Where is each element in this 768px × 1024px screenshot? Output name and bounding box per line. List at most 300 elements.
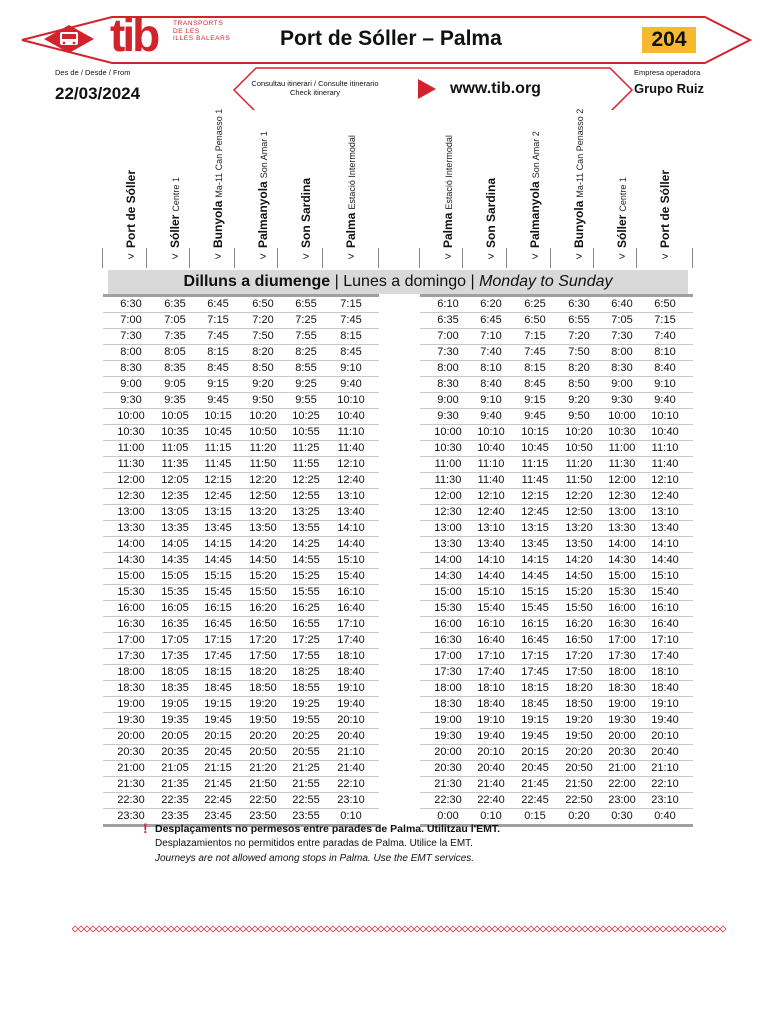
- departure-time: 15:30: [117, 586, 145, 598]
- departure-time: 17:20: [249, 634, 277, 646]
- departure-time: 10:55: [292, 426, 320, 438]
- stop-name: Port de Sóller: [658, 169, 672, 248]
- departure-time: 8:40: [480, 378, 502, 390]
- departure-time: 13:00: [434, 522, 462, 534]
- departure-time: 6:45: [207, 298, 229, 310]
- departure-time: 8:30: [120, 362, 142, 374]
- departure-time: 16:45: [204, 618, 232, 630]
- stop-label: [484, 178, 498, 248]
- departure-time: 16:45: [521, 634, 549, 646]
- departure-time: 9:10: [480, 394, 502, 406]
- departure-time: 19:50: [249, 714, 277, 726]
- departure-time: 16:50: [249, 618, 277, 630]
- operator-label: Empresa operadora: [634, 68, 701, 77]
- departure-time: 11:35: [161, 458, 189, 470]
- departure-time: 13:00: [608, 506, 636, 518]
- departure-time: 18:00: [117, 666, 145, 678]
- departure-time: 22:35: [161, 794, 189, 806]
- departure-time: 16:10: [337, 586, 365, 598]
- departure-time: 7:50: [568, 346, 590, 358]
- departure-time: 18:55: [292, 682, 320, 694]
- stop-divider: [462, 248, 463, 268]
- stop-header: [344, 120, 384, 248]
- departure-time: 14:50: [565, 570, 593, 582]
- departure-time: 11:40: [477, 474, 505, 486]
- departure-time: 9:05: [164, 378, 186, 390]
- departure-time: 19:00: [434, 714, 462, 726]
- departure-time: 15:50: [565, 602, 593, 614]
- departure-time: 8:10: [480, 362, 502, 374]
- stop-divider: [550, 248, 551, 268]
- departure-time: 8:50: [252, 362, 274, 374]
- departure-time: 16:50: [565, 634, 593, 646]
- stop-divider: [322, 248, 323, 268]
- stop-header: [168, 120, 208, 248]
- stop-header: [256, 120, 296, 248]
- departure-time: 13:10: [651, 506, 679, 518]
- departure-time: 15:20: [565, 586, 593, 598]
- departure-time: 19:30: [117, 714, 145, 726]
- departure-time: 10:30: [434, 442, 462, 454]
- departure-time: 19:15: [204, 698, 232, 710]
- stop-header: [124, 120, 164, 248]
- departure-time: 11:45: [521, 474, 549, 486]
- departure-time: 15:45: [204, 586, 232, 598]
- departure-time: 7:25: [295, 314, 317, 326]
- departure-time: 20:40: [651, 746, 679, 758]
- departure-time: 18:00: [608, 666, 636, 678]
- departure-time: 9:40: [340, 378, 362, 390]
- departure-time: 18:30: [434, 698, 462, 710]
- departure-time: 21:25: [292, 762, 320, 774]
- departure-time: 10:10: [477, 426, 505, 438]
- departure-time: 18:05: [161, 666, 189, 678]
- departure-time: 16:40: [337, 602, 365, 614]
- departure-time: 21:30: [117, 778, 145, 790]
- departure-time: 9:00: [437, 394, 459, 406]
- departure-time: 19:35: [161, 714, 189, 726]
- departure-time: 14:10: [651, 538, 679, 550]
- departure-time: 14:55: [292, 554, 320, 566]
- departure-time: 22:10: [337, 778, 365, 790]
- departure-time: 17:40: [337, 634, 365, 646]
- departure-time: 16:20: [565, 618, 593, 630]
- departure-time: 23:10: [651, 794, 679, 806]
- departure-time: 13:20: [565, 522, 593, 534]
- departure-time: 20:15: [521, 746, 549, 758]
- stop-name: Son Sardina: [299, 177, 313, 248]
- departure-time: 17:50: [249, 650, 277, 662]
- departure-time: 17:15: [521, 650, 549, 662]
- departure-time: 17:55: [292, 650, 320, 662]
- departure-time: 15:05: [161, 570, 189, 582]
- departure-time: 12:30: [117, 490, 145, 502]
- departure-time: 12:00: [117, 474, 145, 486]
- departure-time: 19:20: [249, 698, 277, 710]
- departure-time: 17:45: [204, 650, 232, 662]
- stop-divider: [692, 248, 693, 268]
- footer-pattern: [72, 924, 727, 934]
- departure-time: 6:35: [164, 298, 186, 310]
- departure-time: 8:05: [164, 346, 186, 358]
- departure-time: 11:10: [477, 458, 505, 470]
- departure-time: 20:50: [249, 746, 277, 758]
- departure-time: 12:45: [204, 490, 232, 502]
- departure-time: 12:50: [565, 506, 593, 518]
- departure-time: 7:15: [340, 298, 362, 310]
- departure-time: 8:30: [611, 362, 633, 374]
- departure-time: 21:45: [521, 778, 549, 790]
- stop-divider: [593, 248, 594, 268]
- departure-time: 15:00: [117, 570, 145, 582]
- departure-time: 20:00: [608, 730, 636, 742]
- departure-time: 8:40: [654, 362, 676, 374]
- departure-time: 6:40: [611, 298, 633, 310]
- departure-time: 23:45: [204, 810, 232, 822]
- stop-subtitle: Estació Intermodal: [444, 135, 454, 210]
- departure-time: 9:50: [568, 410, 590, 422]
- departure-time: 16:05: [161, 602, 189, 614]
- departure-time: 9:10: [654, 378, 676, 390]
- departure-time: 7:30: [437, 346, 459, 358]
- departure-time: 11:55: [292, 458, 320, 470]
- departure-time: 14:15: [204, 538, 232, 550]
- departure-time: 18:30: [117, 682, 145, 694]
- departure-time: 17:00: [117, 634, 145, 646]
- departure-time: 15:30: [434, 602, 462, 614]
- departure-time: 10:10: [651, 410, 679, 422]
- departure-time: 14:20: [565, 554, 593, 566]
- stop-divider: [189, 248, 190, 268]
- stop-name: Port de Sóller: [124, 169, 138, 248]
- departure-time: 14:45: [521, 570, 549, 582]
- departure-time: 13:15: [521, 522, 549, 534]
- departure-time: 8:20: [252, 346, 274, 358]
- departure-time: 15:15: [204, 570, 232, 582]
- departure-time: 10:30: [117, 426, 145, 438]
- departure-time: 20:45: [204, 746, 232, 758]
- departure-time: 19:25: [292, 698, 320, 710]
- departure-time: 17:05: [161, 634, 189, 646]
- departure-time: 21:10: [337, 746, 365, 758]
- stop-header: [484, 120, 524, 248]
- website-link[interactable]: www.tib.org: [450, 80, 541, 97]
- departure-time: 15:50: [249, 586, 277, 598]
- stop-subtitle: Ma-11 Can Penasso 2: [575, 108, 585, 198]
- departure-time: 12:00: [608, 474, 636, 486]
- stop-name: Palmanyola: [528, 181, 542, 248]
- departure-time: 23:50: [249, 810, 277, 822]
- departure-time: 7:55: [295, 330, 317, 342]
- departure-time: 15:15: [521, 586, 549, 598]
- departure-time: 18:40: [477, 698, 505, 710]
- stop-header: [528, 120, 568, 248]
- departure-time: 14:10: [337, 522, 365, 534]
- departure-time: 12:45: [521, 506, 549, 518]
- departure-time: 9:30: [437, 410, 459, 422]
- departure-time: 7:35: [164, 330, 186, 342]
- stop-name: Sóller: [615, 214, 629, 248]
- departure-time: 7:40: [654, 330, 676, 342]
- departure-time: 18:10: [477, 682, 505, 694]
- stop-label: [441, 135, 456, 248]
- departure-time: 16:30: [434, 634, 462, 646]
- departure-time: 18:25: [292, 666, 320, 678]
- departure-time: 18:20: [249, 666, 277, 678]
- stop-label: [658, 170, 672, 248]
- departure-time: 15:45: [521, 602, 549, 614]
- departure-time: 8:20: [568, 362, 590, 374]
- departure-time: 9:50: [252, 394, 274, 406]
- stop-divider: [146, 248, 147, 268]
- departure-time: 7:05: [164, 314, 186, 326]
- departure-time: 6:55: [295, 298, 317, 310]
- departure-time: 18:40: [651, 682, 679, 694]
- stop-header: [572, 108, 612, 248]
- departure-time: 8:35: [164, 362, 186, 374]
- departure-time: 18:45: [521, 698, 549, 710]
- departure-time: 6:30: [568, 298, 590, 310]
- departure-time: 12:10: [477, 490, 505, 502]
- stop-divider: [419, 248, 420, 268]
- departure-time: 12:40: [477, 506, 505, 518]
- departure-time: 20:30: [608, 746, 636, 758]
- departure-time: 13:00: [117, 506, 145, 518]
- departure-time: 15:10: [651, 570, 679, 582]
- departure-time: 13:10: [477, 522, 505, 534]
- departure-time: 16:10: [651, 602, 679, 614]
- departure-time: 12:20: [565, 490, 593, 502]
- departure-time: 7:15: [524, 330, 546, 342]
- departure-time: 10:40: [337, 410, 365, 422]
- departure-time: 18:35: [161, 682, 189, 694]
- departure-time: 6:45: [480, 314, 502, 326]
- stop-label: [528, 131, 543, 248]
- departure-time: 9:45: [524, 410, 546, 422]
- departure-time: 16:40: [477, 634, 505, 646]
- departure-time: 21:15: [204, 762, 232, 774]
- departure-time: 21:35: [161, 778, 189, 790]
- departure-time: 15:00: [434, 586, 462, 598]
- departure-time: 18:10: [651, 666, 679, 678]
- departure-time: 6:55: [568, 314, 590, 326]
- direction-arrow: >: [171, 251, 179, 263]
- stop-name: Son Sardina: [484, 177, 498, 248]
- departure-time: 20:30: [117, 746, 145, 758]
- departure-time: 11:20: [249, 442, 277, 454]
- departure-time: 14:15: [521, 554, 549, 566]
- departure-time: 6:50: [654, 298, 676, 310]
- departure-time: 17:00: [434, 650, 462, 662]
- departure-time: 20:30: [434, 762, 462, 774]
- departure-time: 19:40: [651, 714, 679, 726]
- departure-time: 7:30: [120, 330, 142, 342]
- departure-time: 21:20: [249, 762, 277, 774]
- departure-time: 12:40: [651, 490, 679, 502]
- departure-time: 21:40: [337, 762, 365, 774]
- departure-time: 8:15: [340, 330, 362, 342]
- departure-time: 11:15: [204, 442, 232, 454]
- departure-time: 18:20: [565, 682, 593, 694]
- departure-time: 21:30: [434, 778, 462, 790]
- departure-time: 11:50: [249, 458, 277, 470]
- departure-time: 16:00: [608, 602, 636, 614]
- departure-time: 11:45: [204, 458, 232, 470]
- departure-time: 11:25: [292, 442, 320, 454]
- departure-time: 13:30: [434, 538, 462, 550]
- valid-from-date: 22/03/2024: [55, 84, 141, 103]
- departure-time: 10:00: [117, 410, 145, 422]
- departure-time: 12:25: [292, 474, 320, 486]
- departure-time: 17:20: [565, 650, 593, 662]
- brand-subtitle: [173, 20, 230, 43]
- departure-time: 13:15: [204, 506, 232, 518]
- departure-time: 15:35: [161, 586, 189, 598]
- stop-label: [168, 177, 183, 248]
- departure-time: 13:40: [651, 522, 679, 534]
- departure-time: 0:30: [611, 810, 633, 822]
- departure-time: 19:10: [337, 682, 365, 694]
- departure-time: 18:15: [521, 682, 549, 694]
- stop-subtitle: Centre 1: [171, 177, 181, 212]
- departure-time: 18:45: [204, 682, 232, 694]
- departure-time: 7:45: [524, 346, 546, 358]
- departure-time: 0:10: [340, 810, 362, 822]
- departure-time: 6:35: [437, 314, 459, 326]
- departure-time: 15:25: [292, 570, 320, 582]
- departure-time: 17:00: [608, 634, 636, 646]
- warning-icon: !: [143, 820, 148, 836]
- departure-time: 13:20: [249, 506, 277, 518]
- departure-time: 22:40: [477, 794, 505, 806]
- stop-divider: [636, 248, 637, 268]
- departure-time: 11:30: [117, 458, 145, 470]
- departure-time: 16:30: [117, 618, 145, 630]
- departure-time: 13:05: [161, 506, 189, 518]
- departure-time: 0:20: [568, 810, 590, 822]
- departure-time: 10:15: [521, 426, 549, 438]
- departure-time: 20:05: [161, 730, 189, 742]
- departure-time: 18:10: [337, 650, 365, 662]
- stop-subtitle: Ma-11 Can Penasso 1: [214, 108, 224, 198]
- departure-time: 11:30: [608, 458, 636, 470]
- departure-time: 11:05: [161, 442, 189, 454]
- departure-time: 21:00: [117, 762, 145, 774]
- departure-time: 9:40: [654, 394, 676, 406]
- departure-time: 13:35: [161, 522, 189, 534]
- departure-time: 9:35: [164, 394, 186, 406]
- departure-time: 19:10: [651, 698, 679, 710]
- stop-name: Palmanyola: [256, 181, 270, 248]
- departure-time: 13:55: [292, 522, 320, 534]
- departure-time: 13:30: [117, 522, 145, 534]
- departure-time: 22:00: [608, 778, 636, 790]
- departure-time: 16:20: [249, 602, 277, 614]
- departure-time: 9:15: [524, 394, 546, 406]
- departure-time: 20:10: [477, 746, 505, 758]
- arrow-right-icon: [416, 78, 438, 100]
- departure-time: 14:45: [204, 554, 232, 566]
- departure-time: 21:40: [477, 778, 505, 790]
- departure-time: 7:00: [437, 330, 459, 342]
- departure-time: 13:10: [337, 490, 365, 502]
- stop-header: [615, 120, 655, 248]
- departure-time: 10:35: [161, 426, 189, 438]
- note-catalan: Desplaçaments no permesos entre parades de Palma. Utilitzau l'EMT.: [155, 823, 501, 835]
- note-spanish: Desplazamientos no permitidos entre paradas de Palma. Utilice la EMT.: [155, 838, 473, 849]
- departure-time: 15:40: [651, 586, 679, 598]
- stop-label: [299, 178, 313, 248]
- departure-time: 6:50: [252, 298, 274, 310]
- bus-icon: [44, 25, 94, 53]
- note-english: Journeys are not allowed among stops in Palma. Use the EMT services.: [155, 853, 475, 864]
- departure-time: 13:40: [337, 506, 365, 518]
- departure-time: 8:55: [295, 362, 317, 374]
- stop-subtitle: Estació Intermodal: [347, 135, 357, 210]
- departure-time: 22:30: [434, 794, 462, 806]
- departure-time: 10:00: [434, 426, 462, 438]
- departure-time: 12:15: [204, 474, 232, 486]
- departure-time: 17:10: [477, 650, 505, 662]
- departure-time: 13:45: [204, 522, 232, 534]
- departure-time: 15:40: [337, 570, 365, 582]
- departure-time: 8:25: [295, 346, 317, 358]
- days-spanish: Lunes a domingo: [343, 273, 467, 290]
- departure-time: 12:15: [521, 490, 549, 502]
- departure-time: 14:30: [434, 570, 462, 582]
- departure-time: 14:40: [477, 570, 505, 582]
- departure-time: 0:15: [524, 810, 546, 822]
- departure-time: 17:25: [292, 634, 320, 646]
- departure-time: 6:25: [524, 298, 546, 310]
- departure-time: 8:00: [437, 362, 459, 374]
- departure-time: 11:00: [608, 442, 636, 454]
- departure-time: 15:00: [608, 570, 636, 582]
- departure-time: 9:30: [611, 394, 633, 406]
- stop-name: Bunyola: [572, 200, 586, 248]
- departure-time: 15:30: [608, 586, 636, 598]
- departure-time: 14:50: [249, 554, 277, 566]
- departure-time: 19:20: [565, 714, 593, 726]
- departure-time: 12:05: [161, 474, 189, 486]
- departure-time: 19:00: [608, 698, 636, 710]
- departure-time: 10:20: [565, 426, 593, 438]
- departure-time: 13:25: [292, 506, 320, 518]
- departure-time: 11:30: [434, 474, 462, 486]
- departure-time: 17:50: [565, 666, 593, 678]
- departure-time: 8:15: [524, 362, 546, 374]
- departure-time: 13:50: [565, 538, 593, 550]
- departure-time: 10:45: [204, 426, 232, 438]
- days-catalan: Dilluns a diumenge: [183, 273, 331, 290]
- departure-time: 19:55: [292, 714, 320, 726]
- stop-label: [615, 177, 630, 248]
- departure-time: 14:00: [608, 538, 636, 550]
- departure-time: 0:10: [480, 810, 502, 822]
- departure-time: 11:00: [117, 442, 145, 454]
- stop-subtitle: Son Amar 1: [259, 131, 269, 179]
- departure-time: 10:40: [477, 442, 505, 454]
- direction-arrow: >: [259, 251, 267, 263]
- route-number-badge: 204: [642, 27, 696, 53]
- consult-itinerary: [230, 79, 400, 97]
- operator-name: Grupo Ruiz: [634, 81, 705, 96]
- departure-time: 21:50: [249, 778, 277, 790]
- departure-time: 14:40: [651, 554, 679, 566]
- departure-time: 19:45: [204, 714, 232, 726]
- schedule-days: [108, 272, 688, 292]
- departure-time: 21:50: [565, 778, 593, 790]
